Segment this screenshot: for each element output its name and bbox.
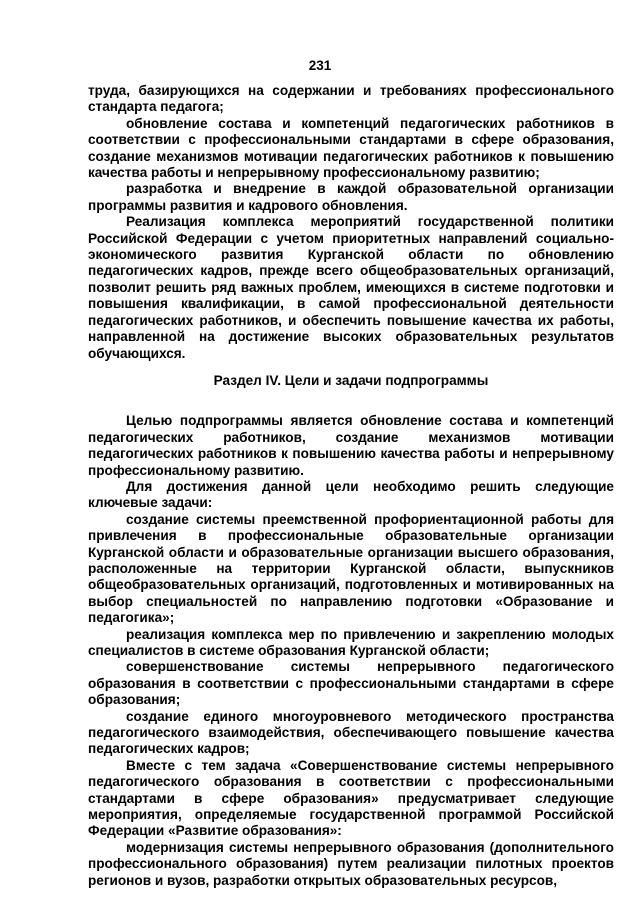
section-heading: Раздел IV. Цели и задачи подпрограммы [213, 372, 489, 388]
document-body [88, 83, 614, 889]
paragraph: Вместе с тем задача «Совершенствование системы непрерывного педагогического образования в соответствии с профессиональными стандартами в сфере образования» предусматривает следующие мероприятия, определяемые государственной программой Российской Федерации «Развитие образования»: [88, 757, 614, 839]
paragraph: Целью подпрограммы является обновление состава и компетенций педагогических работников, создание механизмов мотивации педагогических работников к повышению качества работы и непрерывному профессиональному развитию. [88, 413, 614, 478]
paragraph: труда, базирующихся на содержании и требованиях профессионального стандарта педагога; [88, 83, 614, 115]
paragraph: Реализация комплекса мероприятий государственной политики Российской Федерации с учетом приоритетных направлений социально-экономического развития Курганской области по обновлению педагогических кадров, прежде всего общеобразовательных организаций, позволит решить ряд важных проблем, имеющихся в системе подготовки и повышения квалификации, в самой профессиональной деятельности педагогических работников, и обеспечить повышение качества их работы, направленной на достижение высоких образовательных результатов обучающихся. [88, 214, 614, 361]
paragraph: совершенствование системы непрерывного педагогического образования в соответствии с профессиональными стандартами в сфере образования; [88, 659, 614, 708]
page-number: 231 [308, 58, 332, 73]
paragraph: модернизация системы непрерывного образования (дополнительного профессионального образования) путем реализации пилотных проектов регионов и вузов, разработки открытых образовательных ресурсов, [88, 839, 614, 888]
paragraph: создание единого многоуровневого методического пространства педагогического взаимодействия, обеспечивающего повышение качества педагогических кадров; [88, 708, 614, 757]
paragraph: Для достижения данной цели необходимо решить следующие ключевые задачи: [88, 478, 614, 511]
paragraph: обновление состава и компетенций педагогических работников в соответствии с профессиональными стандартами в сфере образования, создание механизмов мотивации педагогических работников к повышению качества работы и непрерывному профессиональному развитию; [88, 115, 614, 181]
paragraph: реализация комплекса мер по привлечению и закреплению молодых специалистов в системе образования Курганской области; [88, 626, 614, 658]
paragraph: разработка и внедрение в каждой образовательной организации программы развития и кадрового обновления. [88, 181, 614, 213]
paragraph: создание системы преемственной профориентационной работы для привлечения в профессиональные образовательные организации Курганской области и образовательные организации высшего образования, расположенные на территории Курганской области, выпускников общеобразовательных организаций, подготовленных и мотивированных на выбор специальностей по направлению подготовки «Образование и педагогика»; [88, 511, 614, 626]
spacer [88, 400, 614, 413]
